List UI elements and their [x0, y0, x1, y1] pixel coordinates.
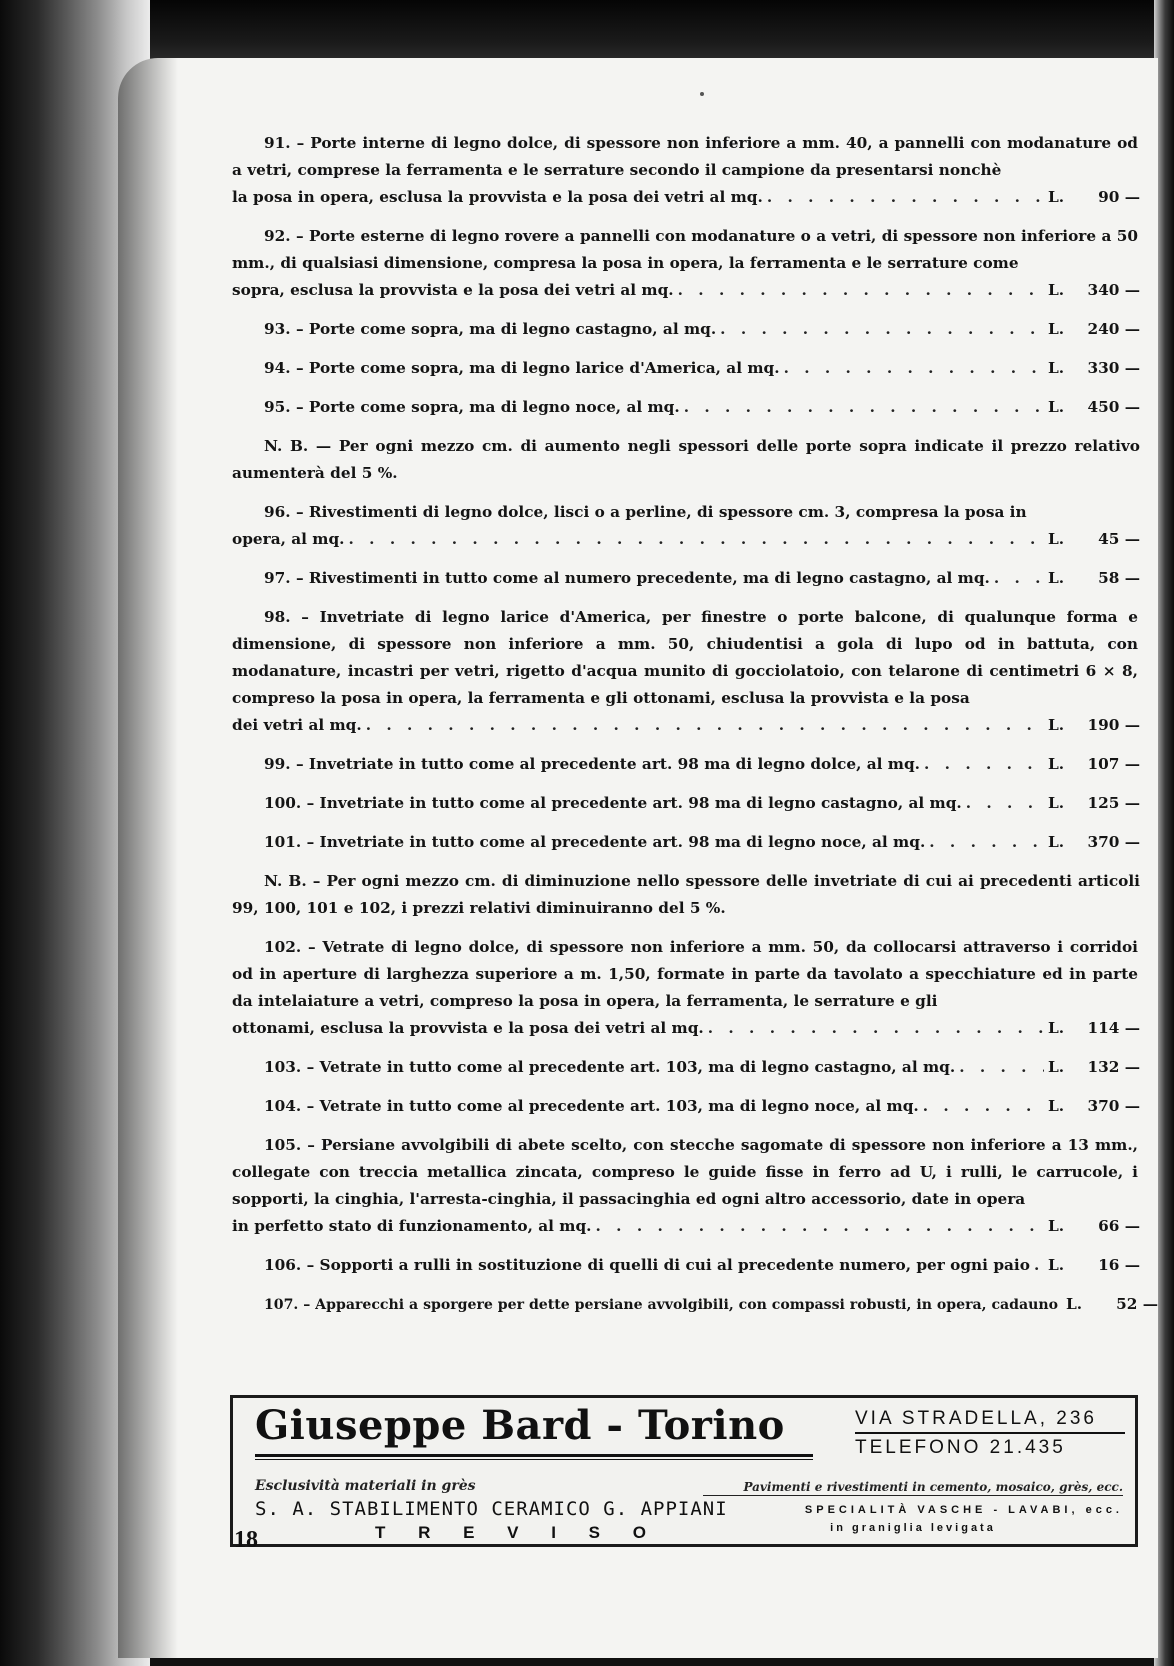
price-amount: 240 — — [1087, 320, 1140, 338]
leader-dots — [1034, 1252, 1044, 1279]
entry-price — [1048, 277, 1140, 304]
price-entry — [232, 130, 1140, 211]
leader-dots — [966, 790, 1044, 817]
price-entry — [232, 565, 1140, 592]
currency-label: L. — [1048, 833, 1065, 851]
currency-label: L. — [1066, 1295, 1083, 1313]
leader-dots — [596, 1213, 1044, 1240]
price-amount: 90 — — [1098, 188, 1140, 206]
entry-description: 91. – Porte interne di legno dolce, di spessore non inferiore a mm. 40, a pannelli con modanature od a vetri, comprese la ferramenta e le serrature secondo il campione da presentarsi nonchè — [232, 134, 1138, 179]
page-number: 18 — [234, 1527, 258, 1553]
currency-label: L. — [1048, 1019, 1065, 1037]
currency-label: L. — [1048, 359, 1065, 377]
entry-price — [1066, 1291, 1158, 1318]
entry-description: 105. – Persiane avvolgibili di abete scelto, con stecche sagomate di spessore non inferiore a 13 mm., collegate con treccia metallica zincata, compreso le guide fisse in ferro ad U, i rulli, le carrucole, i sopporti, la cinghia, l'arresta-cinghia, il passacinghia ed ogni altro accessorio, date in opera — [232, 1136, 1138, 1208]
currency-label: L. — [1048, 1256, 1065, 1274]
entry-description: 92. – Porte esterne di legno rovere a pannelli con modanature o a vetri, di spessore non inferiore a 50 mm., di qualsiasi dimensione, compresa la posa in opera, la ferramenta e le serrature come — [232, 227, 1138, 272]
currency-label: L. — [1048, 716, 1065, 734]
leader-dots — [678, 277, 1044, 304]
price-amount: 370 — — [1087, 833, 1140, 851]
price-amount: 190 — — [1087, 716, 1140, 734]
entry-price-line — [232, 565, 1140, 592]
entry-last-line: 103. – Vetrate in tutto come al precedente art. 103, ma di legno castagno, al mq. — [264, 1058, 956, 1076]
entry-price — [1048, 1252, 1140, 1279]
currency-label: L. — [1048, 569, 1065, 587]
entry-last-line: opera, al mq. — [232, 530, 345, 548]
ad-company: S. A. STABILIMENTO CERAMICO G. APPIANI — [255, 1498, 728, 1520]
price-amount: 114 — — [1087, 1019, 1140, 1037]
price-entry — [232, 1093, 1140, 1120]
entry-last-line: sopra, esclusa la provvista e la posa dei vetri al mq. — [232, 281, 674, 299]
entry-price-line — [232, 394, 1140, 421]
scan-top-edge — [0, 0, 1174, 60]
price-amount: 66 — — [1098, 1217, 1140, 1235]
entry-last-line: 94. – Porte come sopra, ma di legno larice d'America, al mq. — [264, 359, 780, 377]
leader-dots — [994, 565, 1044, 592]
entry-price-line — [232, 277, 1140, 304]
ad-exclusive: Esclusività materiali in grès — [255, 1478, 476, 1494]
ad-grain: in graniglia levigata — [830, 1522, 996, 1534]
currency-label: L. — [1048, 281, 1065, 299]
ad-brand-rule-thin — [255, 1459, 813, 1460]
leader-dots — [929, 829, 1044, 856]
entry-price — [1048, 1213, 1140, 1240]
currency-label: L. — [1048, 188, 1065, 206]
entry-price-line — [232, 829, 1140, 856]
entry-price — [1048, 565, 1140, 592]
entry-price — [1048, 1015, 1140, 1042]
leader-dots — [924, 751, 1044, 778]
leader-dots — [767, 184, 1044, 211]
entries-group-glazing-shutters — [232, 934, 1159, 1319]
entry-price — [1048, 526, 1140, 553]
note-windows: N. B. – Per ogni mezzo cm. di diminuzione nello spessore delle invetriate di cui ai precedenti articoli 99, 100, 101 e 102, i prezzi relativi diminuiranno del 5 %. — [232, 872, 1140, 917]
leader-dots — [366, 712, 1044, 739]
price-entry — [232, 1252, 1140, 1279]
entry-price-line — [232, 1015, 1140, 1042]
entry-last-line: 100. – Invetriate in tutto come al precedente art. 98 ma di legno castagno, al mq. — [264, 794, 962, 812]
price-entry — [232, 1291, 1159, 1319]
price-entry — [232, 1132, 1140, 1240]
entry-price — [1048, 184, 1140, 211]
leader-dots — [720, 316, 1044, 343]
entry-price-line — [232, 751, 1140, 778]
price-amount: 16 — — [1098, 1256, 1140, 1274]
entry-price — [1048, 355, 1140, 382]
ad-brand-rule — [255, 1454, 813, 1457]
entry-price-line — [232, 1252, 1140, 1279]
entry-last-line: 104. – Vetrate in tutto come al precedente art. 103, ma di legno noce, al mq. — [264, 1097, 919, 1115]
entry-description: 102. – Vetrate di legno dolce, di spessore non inferiore a mm. 50, da collocarsi attraverso i corridoi od in aperture di larghezza superiore a m. 1,50, formate in parte da tavolato a specchiature ed in parte da intelaiature a vetri, compreso la posa in opera, la ferramenta, le serrature e gli — [232, 938, 1138, 1010]
entry-price-line — [232, 184, 1140, 211]
ad-specialty: SPECIALITÀ VASCHE - LAVABI, ecc. — [804, 1504, 1123, 1516]
leader-dots — [923, 1093, 1044, 1120]
ad-address-rule — [855, 1432, 1125, 1434]
price-amount: 450 — — [1087, 398, 1140, 416]
entry-description: 98. – Invetriate di legno larice d'America, per finestre o porte balcone, di qualunque forma e dimensione, di spessore non inferiore a mm. 50, chiudentisi a gola di lupo od in battuta, con modanature, incastri per vetri, rigetto d'acqua munito di gocciolatoio, con telarone di centimetri 6 × 8, compreso la posa in opera, la ferramenta e gli ottonami, esclusa la provvista e la posa — [232, 608, 1138, 707]
entry-last-line: 101. – Invetriate in tutto come al precedente art. 98 ma di legno noce, al mq. — [264, 833, 926, 851]
ad-floors: Pavimenti e rivestimenti in cemento, mosaico, grès, ecc. — [703, 1480, 1123, 1496]
entry-description: 96. – Rivestimenti di legno dolce, lisci o a perline, di spessore cm. 3, compresa la posa in — [264, 503, 1027, 521]
entry-last-line: 99. – Invetriate in tutto come al precedente art. 98 ma di legno dolce, al mq. — [264, 755, 921, 773]
price-amount: 370 — — [1087, 1097, 1140, 1115]
entry-price — [1048, 790, 1140, 817]
entry-price-line — [232, 712, 1140, 739]
leader-dots — [684, 394, 1044, 421]
entry-price-line — [232, 316, 1140, 343]
price-amount: 45 — — [1098, 530, 1140, 548]
ad-city: T R E V I S O — [375, 1523, 660, 1542]
price-entry — [232, 934, 1140, 1042]
price-entry — [232, 394, 1140, 421]
entry-last-line: 93. – Porte come sopra, ma di legno castagno, al mq. — [264, 320, 717, 338]
ad-brand: Giuseppe Bard - Torino — [255, 1402, 785, 1449]
entry-price — [1048, 1054, 1140, 1081]
entry-price — [1048, 316, 1140, 343]
price-entry — [232, 1054, 1140, 1081]
entry-last-line: la posa in opera, esclusa la provvista e la posa dei vetri al mq. — [232, 188, 763, 206]
note-doors: N. B. — Per ogni mezzo cm. di aumento negli spessori delle porte sopra indicate il prezzo relativo aumenterà del 5 %. — [232, 437, 1140, 482]
entry-price-line — [232, 355, 1140, 382]
entry-price-line — [232, 790, 1140, 817]
entry-price — [1048, 712, 1140, 739]
entry-last-line: 106. – Sopporti a rulli in sostituzione di quelli di cui al precedente numero, per ogni paio — [264, 1256, 1030, 1274]
entry-price — [1048, 751, 1140, 778]
entry-price-line — [232, 526, 1140, 553]
currency-label: L. — [1048, 1058, 1065, 1076]
entry-price-line — [232, 1213, 1140, 1240]
price-amount: 58 — — [1098, 569, 1140, 587]
leader-dots — [708, 1015, 1044, 1042]
currency-label: L. — [1048, 530, 1065, 548]
price-entry — [232, 499, 1140, 553]
scan-speck — [700, 92, 704, 96]
entry-last-line: in perfetto stato di funzionamento, al mq. — [232, 1217, 592, 1235]
leader-dots — [349, 526, 1044, 553]
entry-price-line — [232, 1054, 1140, 1081]
entries-group-windows — [232, 499, 1140, 856]
advertisement — [230, 1395, 1138, 1547]
price-amount: 330 — — [1087, 359, 1140, 377]
entry-price — [1048, 394, 1140, 421]
entry-last-line: 97. – Rivestimenti in tutto come al numero precedente, ma di legno castagno, al mq. — [264, 569, 990, 587]
currency-label: L. — [1048, 320, 1065, 338]
entry-last-line: dei vetri al mq. — [232, 716, 362, 734]
price-amount: 125 — — [1087, 794, 1140, 812]
ad-phone: TELEFONO 21.435 — [855, 1437, 1066, 1458]
price-entry — [232, 604, 1140, 739]
price-amount: 107 — — [1087, 755, 1140, 773]
currency-label: L. — [1048, 1097, 1065, 1115]
price-entry — [232, 790, 1140, 817]
price-amount: 132 — — [1087, 1058, 1140, 1076]
entries-group-doors — [232, 130, 1140, 421]
leader-dots — [784, 355, 1044, 382]
price-list — [232, 130, 1159, 1331]
price-entry — [232, 223, 1140, 304]
currency-label: L. — [1048, 398, 1065, 416]
price-entry — [232, 751, 1140, 778]
ad-street: VIA STRADELLA, 236 — [855, 1408, 1097, 1429]
price-entry — [232, 316, 1140, 343]
entry-last-line: ottonami, esclusa la provvista e la posa dei vetri al mq. — [232, 1019, 704, 1037]
currency-label: L. — [1048, 794, 1065, 812]
entry-price — [1048, 829, 1140, 856]
entry-last-line: 95. – Porte come sopra, ma di legno noce, al mq. — [264, 398, 680, 416]
entry-price-line — [232, 1291, 1159, 1319]
leader-dots — [959, 1054, 1044, 1081]
currency-label: L. — [1048, 755, 1065, 773]
entry-price-line — [232, 1093, 1140, 1120]
ad-address — [855, 1406, 1125, 1461]
price-amount: 340 — — [1087, 281, 1140, 299]
price-amount: 52 — — [1116, 1295, 1159, 1313]
entry-price — [1048, 1093, 1140, 1120]
price-entry — [232, 829, 1140, 856]
currency-label: L. — [1048, 1217, 1065, 1235]
price-entry — [232, 355, 1140, 382]
entry-last-line: 107. – Apparecchi a sporgere per dette persiane avvolgibili, con compassi robusti, in opera, cadauno — [264, 1297, 1059, 1313]
